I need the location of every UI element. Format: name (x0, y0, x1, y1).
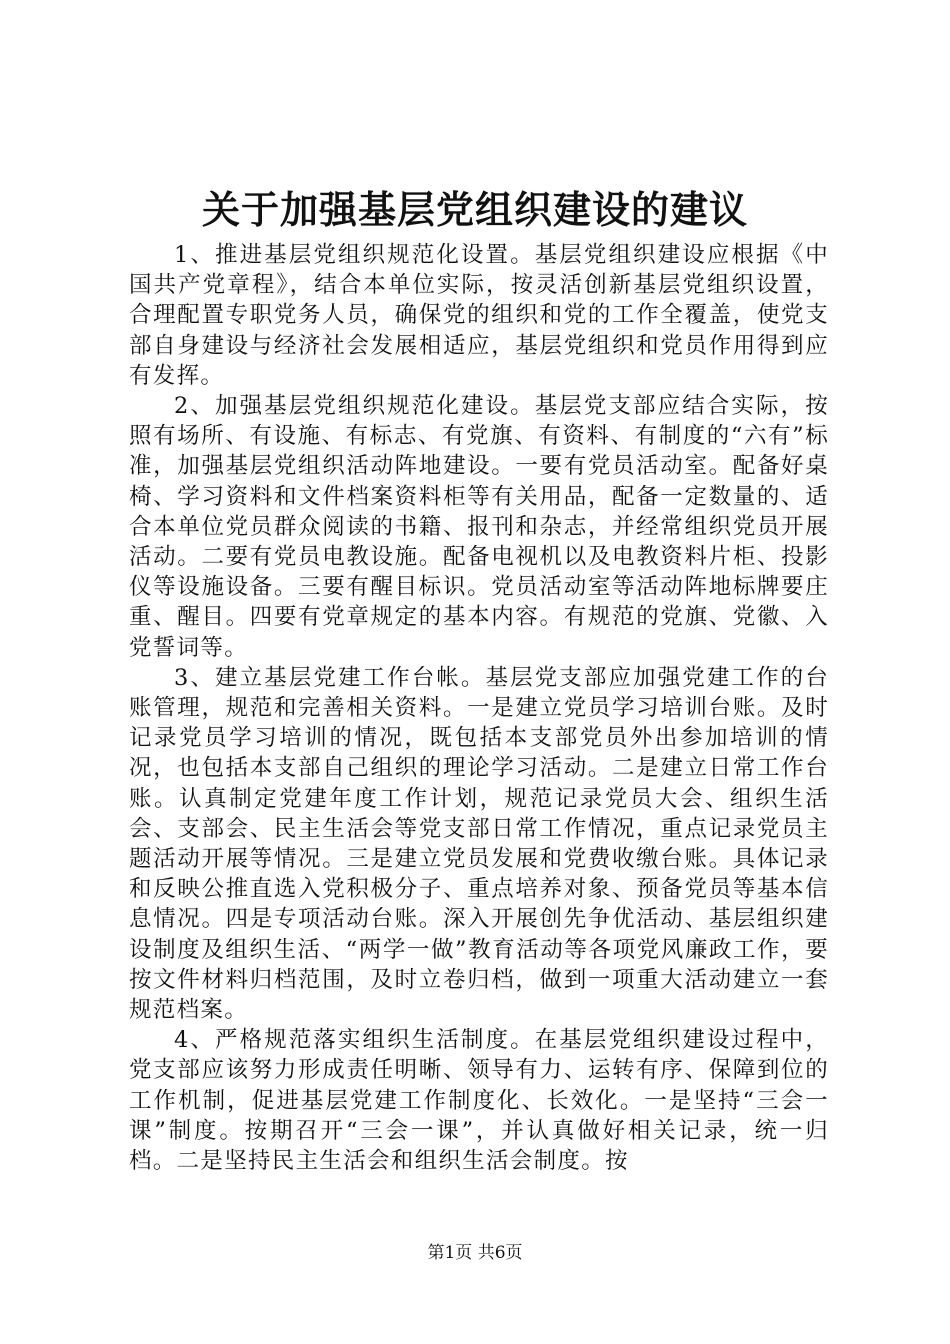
paragraph-2: 2、加强基层党组织规范化建设。基层党支部应结合实际，按照有场所、有设施、有标志、有党旗、有资料、有制度的“六有”标准，加强基层党组织活动阵地建设。一要有党员活动室。配备好桌椅、学习资料和文件档案资料柜等有关用品，配备一定数量的、适合本单位党员群众阅读的书籍、报刊和杂志，并经常组织党员开展活动。二要有党员电教设施。配备电视机以及电教资料片柜、投影仪等设施设备。三要有醒目标识。党员活动室等活动阵地标牌要庄重、醒目。四要有党章规定的基本内容。有规范的党旗、党徽、入党誓词等。 (129, 393, 829, 661)
paragraph-1: 1、推进基层党组织规范化设置。基层党组织建设应根据《中国共产党章程》，结合本单位实际，按灵活创新基层党组织设置，合理配置专职党务人员，确保党的组织和党的工作全覆盖，使党支部自身建设与经济社会发展相适应，基层党组织和党员作用得到应有发挥。 (129, 242, 829, 389)
document-title: 关于加强基层党组织建设的建议 (201, 187, 748, 232)
document-body (129, 240, 829, 1176)
page-number-label: 第1页 共6页 (427, 1243, 523, 1263)
paragraph-4: 4、严格规范落实组织生活制度。在基层党组织建设过程中，党支部应该努力形成责任明晰、领导有力、运转有序、保障到位的工作机制，促进基层党建工作制度化、长效化。一是坚持“三会一课”制度。按期召开“三会一课”，并认真做好相关记录，统一归档。二是坚持民主生活会和组织生活会制度。按 (129, 1027, 829, 1175)
paragraph-3: 3、建立基层党建工作台帐。基层党支部应加强党建工作的台账管理，规范和完善相关资料。一是建立党员学习培训台账。及时记录党员学习培训的情况，既包括本支部党员外出参加培训的情况，也包括本支部自己组织的理论学习活动。二是建立日常工作台账。认真制定党建年度工作计划，规范记录党员大会、组织生活会、支部会、民主生活会等党支部日常工作情况，重点记录党员主题活动开展等情况。三是建立党员发展和党费收缴台账。具体记录和反映公推直选入党积极分子、重点培养对象、预备党员等基本信息情况。四是专项活动台账。深入开展创先争优活动、基层组织建设制度及组织生活、“两学一做”教育活动等各项党风廉政工作，要按文件材料归档范围，及时立卷归档，做到一项重大活动建立一套规范档案。 (129, 664, 829, 1024)
page-footer (0, 1241, 950, 1265)
